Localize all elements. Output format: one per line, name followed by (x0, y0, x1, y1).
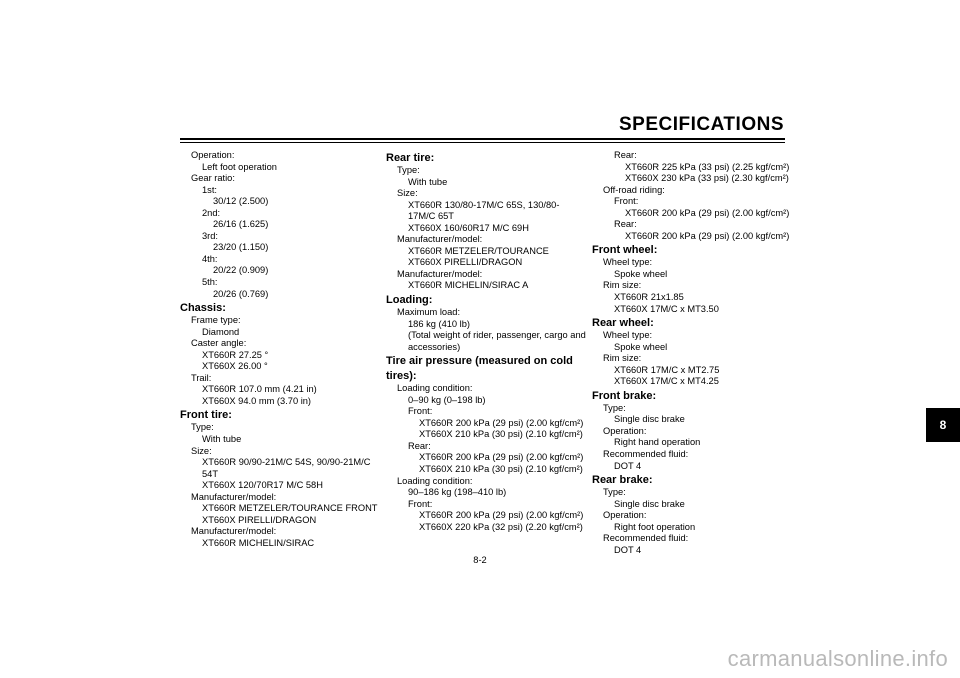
section-heading: Tire air pressure (measured on cold (386, 355, 573, 368)
spec-line: Off-road riding: (603, 184, 665, 195)
spec-line: Manufacturer/model: (397, 234, 483, 245)
spec-line: Single disc brake (614, 414, 685, 425)
spec-line: 23/20 (1.150) (213, 242, 269, 253)
section-heading: Front tire: (180, 409, 232, 422)
spec-line: Front: (614, 196, 639, 207)
section-heading: Front wheel: (592, 244, 658, 257)
spec-line: Manufacturer/model: (191, 491, 277, 502)
spec-line: DOT 4 (614, 460, 642, 471)
spec-line: With tube (408, 176, 448, 187)
spec-line: Size: (397, 188, 418, 199)
spec-line: XT660X PIRELLI/DRAGON (408, 257, 523, 268)
spec-line: Wheel type: (603, 330, 653, 341)
spec-line: Gear ratio: (191, 173, 235, 184)
spec-line: XT660X 17M/C x MT4.25 (614, 376, 719, 387)
spec-column-left (180, 150, 385, 550)
spec-line: XT660X 220 kPa (32 psi) (2.20 kgf/cm²) (419, 521, 583, 532)
spec-line: XT660R MICHELIN/SIRAC (202, 537, 315, 548)
spec-line: XT660R 90/90-21M/C 54S, 90/90-21M/C (202, 457, 371, 468)
spec-line: Loading condition: (397, 475, 473, 486)
header-rule-thick (180, 138, 785, 140)
spec-line: Right hand operation (614, 437, 701, 448)
spec-line: 20/26 (0.769) (213, 288, 269, 299)
spec-line: 26/16 (1.625) (213, 219, 269, 230)
spec-line: 20/22 (0.909) (213, 265, 269, 276)
spec-line: XT660R MICHELIN/SIRAC A (408, 280, 529, 291)
spec-line: 90–186 kg (198–410 lb) (408, 487, 507, 498)
spec-line: XT660X 94.0 mm (3.70 in) (202, 395, 312, 406)
spec-line: Loading condition: (397, 383, 473, 394)
spec-line: (Total weight of rider, passenger, cargo and (408, 330, 586, 341)
section-heading: Chassis: (180, 302, 226, 315)
spec-line: Rear: (614, 219, 637, 230)
spec-line: 4th: (202, 253, 218, 264)
spec-line: Rim size: (603, 280, 642, 291)
watermark: carmanualsonline.info (727, 646, 948, 671)
spec-line: Right foot operation (614, 521, 696, 532)
header-rule-thin (180, 142, 785, 143)
spec-line: Rear: (614, 150, 637, 160)
spec-line: XT660X 17M/C x MT3.50 (614, 303, 719, 314)
spec-line: Operation: (603, 425, 647, 436)
spec-line: XT660X 160/60R17 M/C 69H (408, 222, 529, 233)
spec-line: Recommended fluid: (603, 449, 689, 460)
spec-line: Caster angle: (191, 338, 247, 349)
spec-column-middle (386, 150, 591, 533)
spec-line: Rear: (408, 440, 431, 451)
spec-line: Operation: (191, 150, 235, 160)
spec-line: With tube (202, 434, 242, 445)
spec-line: XT660R 225 kPa (33 psi) (2.25 kgf/cm²) (625, 161, 790, 172)
page-number: 8-2 (473, 555, 487, 565)
spec-line: XT660X 230 kPa (33 psi) (2.30 kgf/cm²) (625, 173, 789, 184)
spec-line: Front: (408, 498, 433, 509)
spec-line: 0–90 kg (0–198 lb) (408, 394, 486, 405)
spec-line: 186 kg (410 lb) (408, 318, 471, 329)
section-heading: Rear brake: (592, 474, 653, 487)
spec-line: XT660X 120/70R17 M/C 58H (202, 480, 323, 491)
spec-line: 2nd: (202, 207, 221, 218)
spec-line: Type: (397, 165, 420, 175)
spec-line: 5th: (202, 277, 218, 288)
section-heading: Rear wheel: (592, 317, 654, 330)
spec-line: XT660X PIRELLI/DRAGON (202, 514, 317, 525)
spec-line: Manufacturer/model: (397, 268, 483, 279)
section-heading: Loading: (386, 294, 433, 307)
spec-line: Type: (603, 487, 626, 498)
spec-line: XT660R 200 kPa (29 psi) (2.00 kgf/cm²) (419, 452, 584, 463)
spec-line: 3rd: (202, 230, 219, 241)
spec-line: Left foot operation (202, 161, 277, 172)
spec-line: Spoke wheel (614, 268, 668, 279)
spec-line: 17M/C 65T (408, 211, 454, 222)
spec-line: XT660R 107.0 mm (4.21 in) (202, 384, 317, 395)
spec-column-right (592, 150, 797, 556)
spec-line: Size: (191, 445, 212, 456)
section-heading: Rear tire: (386, 152, 435, 164)
spec-line: Spoke wheel (614, 341, 668, 352)
spec-line: Front: (408, 406, 433, 417)
spec-line: Manufacturer/model: (191, 526, 277, 537)
spec-line: Trail: (191, 372, 212, 383)
spec-line: XT660R 200 kPa (29 psi) (2.00 kgf/cm²) (625, 207, 790, 218)
spec-line: XT660R 200 kPa (29 psi) (2.00 kgf/cm²) (419, 417, 584, 428)
spec-line: XT660R METZELER/TOURANCE FRONT (202, 503, 378, 514)
spec-line: Recommended fluid: (603, 533, 689, 544)
spec-line: 1st: (202, 184, 217, 195)
spec-line: XT660R 27.25 ° (202, 349, 269, 360)
spec-line: DOT 4 (614, 544, 642, 555)
spec-line: 54T (202, 468, 219, 479)
spec-line: XT660R 200 kPa (29 psi) (2.00 kgf/cm²) (419, 510, 584, 521)
spec-line: Rim size: (603, 353, 642, 364)
spec-line: 30/12 (2.500) (213, 196, 269, 207)
spec-line: XT660X 26.00 ° (202, 361, 268, 372)
spec-line: Type: (603, 402, 626, 413)
spec-line: Operation: (603, 510, 647, 521)
spec-line: Maximum load: (397, 307, 461, 318)
section-heading: Front brake: (592, 389, 657, 402)
spec-line: XT660R METZELER/TOURANCE (408, 245, 549, 256)
spec-line: Wheel type: (603, 257, 653, 268)
spec-line: XT660X 210 kPa (30 psi) (2.10 kgf/cm²) (419, 429, 583, 440)
spec-line: XT660R 17M/C x MT2.75 (614, 364, 720, 375)
page-title: SPECIFICATIONS (619, 114, 784, 135)
spec-line: Single disc brake (614, 498, 685, 509)
section-heading: tires): (386, 370, 417, 383)
spec-line: Frame type: (191, 315, 241, 326)
spec-line: XT660X 210 kPa (30 psi) (2.10 kgf/cm²) (419, 464, 583, 475)
spec-line: Type: (191, 422, 214, 433)
spec-line: XT660R 200 kPa (29 psi) (2.00 kgf/cm²) (625, 230, 790, 241)
spec-line: accessories) (408, 341, 461, 352)
spec-line: Diamond (202, 326, 240, 337)
spec-line: XT660R 21x1.85 (614, 292, 684, 303)
spec-line: XT660R 130/80-17M/C 65S, 130/80- (408, 199, 560, 210)
section-tab[interactable]: 8 (926, 408, 960, 442)
